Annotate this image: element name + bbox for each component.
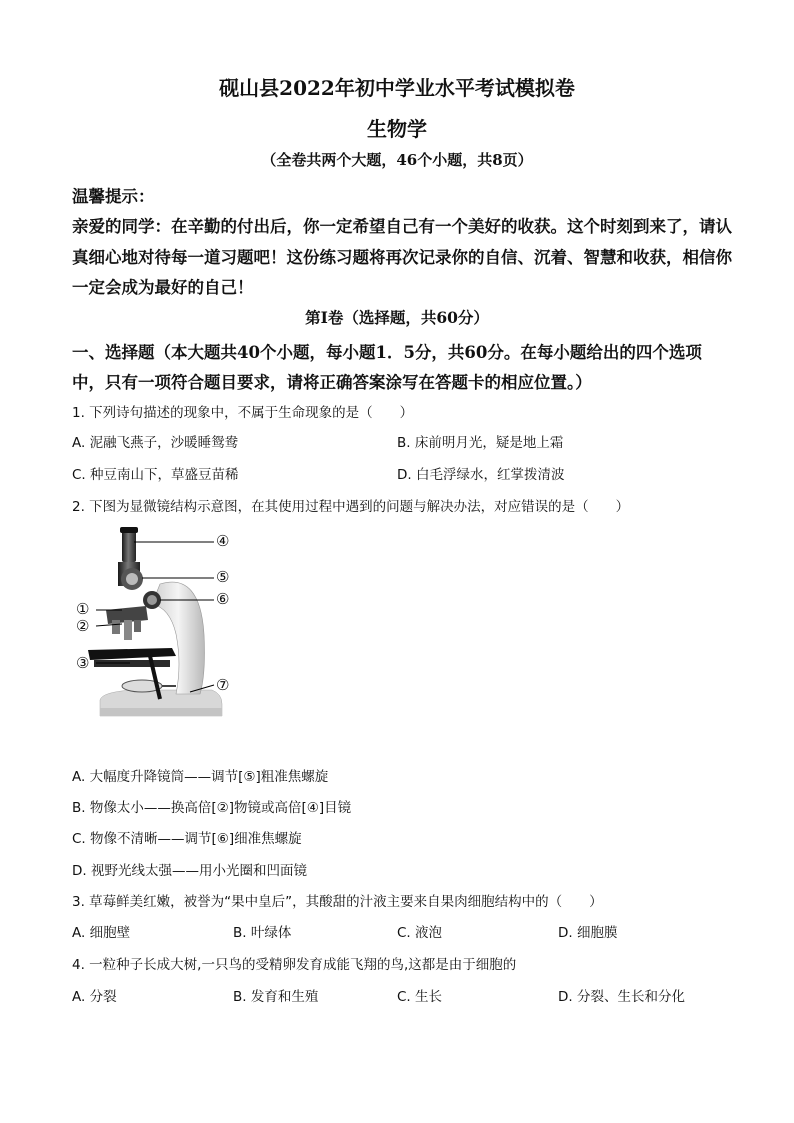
- option-a[interactable]: A. 大幅度升降镜筒——调节[⑤]粗准焦螺旋: [72, 769, 329, 785]
- figure-label: ①: [76, 600, 90, 618]
- option-a[interactable]: A. 细胞壁: [72, 925, 131, 941]
- option-c[interactable]: C. 种豆南山下，草盛豆苗稀: [72, 467, 239, 483]
- option-c[interactable]: C. 生长: [397, 989, 443, 1005]
- subject-title: 生物学: [367, 117, 427, 141]
- figure-label: ③: [76, 654, 90, 672]
- question-stem: 4. 一粒种子长成大树,一只鸟的受精卵发育成能飞翔的鸟,这都是由于细胞的: [72, 957, 517, 973]
- figure-label: ⑥: [216, 590, 230, 608]
- option-a[interactable]: A. 泥融飞燕子，沙暖睡鸳鸯: [72, 435, 239, 451]
- figure-label: ⑤: [216, 568, 230, 586]
- option-c[interactable]: C. 液泡: [397, 925, 443, 941]
- option-a[interactable]: A. 分裂: [72, 989, 117, 1005]
- tips-line: 真细心地对待每一道习题吧！这份练习题将再次记录你的自信、沉着、智慧和收获，相信你: [72, 248, 732, 267]
- option-c[interactable]: C. 物像不清晰——调节[⑥]细准焦螺旋: [72, 831, 302, 847]
- option-b[interactable]: B. 发育和生殖: [233, 989, 319, 1005]
- tips-line: 亲爱的同学：在辛勤的付出后，你一定希望自己有一个美好的收获。这个时刻到来了，请认: [72, 217, 732, 236]
- question-stem: 1. 下列诗句描述的现象中，不属于生命现象的是（ ）: [72, 405, 414, 421]
- option-b[interactable]: B. 叶绿体: [233, 925, 292, 941]
- option-b[interactable]: B. 物像太小——换高倍[②]物镜或高倍[④]目镜: [72, 800, 352, 816]
- tips-line: 一定会成为最好的自己！: [72, 278, 254, 297]
- section-instruction: 一、选择题（本大题共40个小题，每小题1．5分，共60分。在每小题给出的四个选项: [72, 343, 702, 362]
- question-stem: 3. 草莓鲜美红嫩，被誉为“果中皇后”，其酸甜的汁液主要来自果肉细胞结构中的（ ）: [72, 894, 603, 910]
- option-d[interactable]: D. 分裂、生长和分化: [558, 989, 685, 1005]
- option-d[interactable]: D. 视野光线太强——用小光圈和凹面镜: [72, 863, 307, 879]
- figure-label: ④: [216, 532, 230, 550]
- section-instruction: 中，只有一项符合题目要求，请将正确答案涂写在答题卡的相应位置。）: [72, 373, 592, 392]
- part-title: 第Ⅰ卷（选择题，共60分）: [305, 308, 489, 327]
- exam-note: （全卷共两个大题，46个小题，共8页）: [261, 151, 533, 169]
- figure-label: ②: [76, 617, 90, 635]
- option-b[interactable]: B. 床前明月光，疑是地上霜: [397, 435, 564, 451]
- tips-heading: 温馨提示：: [72, 187, 155, 206]
- exam-title: 砚山县2022年初中学业水平考试模拟卷: [219, 76, 575, 100]
- option-d[interactable]: D. 细胞膜: [558, 925, 618, 941]
- figure-label: ⑦: [216, 676, 230, 694]
- question-stem: 2. 下图为显微镜结构示意图，在其使用过程中遇到的问题与解决办法，对应错误的是（ ）: [72, 499, 630, 515]
- option-d[interactable]: D. 白毛浮绿水，红掌拨清波: [397, 467, 565, 483]
